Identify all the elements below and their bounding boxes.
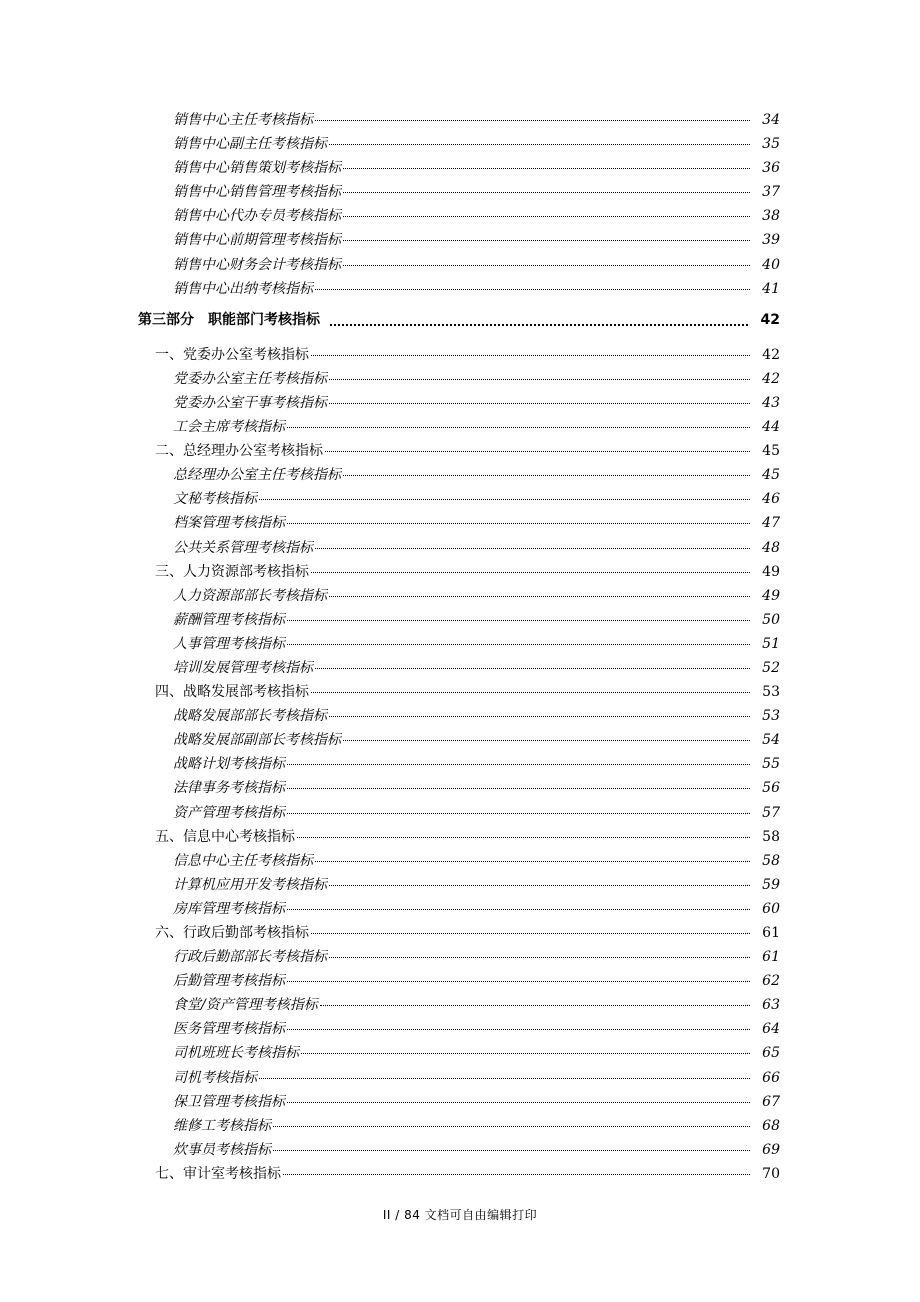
toc-entry-title: 销售中心主任考核指标: [173, 112, 313, 128]
toc-page-number: 65: [762, 1045, 780, 1062]
toc-entry-title: 战略计划考核指标: [173, 756, 285, 773]
toc-page-number: 68: [762, 1117, 780, 1134]
toc-subsection-entry[interactable]: [0, 1070, 780, 1094]
toc-entry-title: 人力资源部部长考核指标: [173, 587, 327, 604]
toc-entry-title: 文秘考核指标: [173, 491, 257, 508]
toc-page-number: 55: [762, 756, 780, 773]
toc-entry-title: 销售中心销售管理考核指标: [173, 184, 341, 201]
toc-dot-leader: [287, 813, 750, 814]
toc-page-number: 58: [762, 828, 780, 845]
toc-page-number: 62: [762, 973, 780, 990]
toc-page-number: 69: [762, 1141, 780, 1158]
toc-page-number: 41: [762, 280, 780, 297]
toc-page-number: 40: [762, 256, 780, 273]
toc-entry-title: 房库管理考核指标: [173, 900, 285, 917]
toc-entry-title: 总经理办公室主任考核指标: [173, 467, 341, 484]
toc-subsection-entry[interactable]: [0, 1045, 780, 1069]
toc-section-entry[interactable]: [0, 829, 780, 853]
toc-page-number: 53: [762, 708, 780, 725]
toc-page-number: 42: [760, 312, 780, 329]
toc-page-number: 46: [762, 491, 780, 508]
toc-dot-leader: [287, 909, 750, 910]
toc-subsection-entry[interactable]: [0, 756, 780, 780]
toc-subsection-entry[interactable]: [0, 708, 780, 732]
toc-dot-leader: [343, 740, 750, 741]
toc-page-number: 63: [762, 997, 780, 1014]
toc-entry-title: 司机考核指标: [173, 1069, 257, 1086]
toc-subsection-entry[interactable]: [0, 419, 780, 443]
toc-dot-leader: [273, 1150, 750, 1151]
toc-subsection-entry[interactable]: [0, 901, 780, 925]
toc-page-number: 58: [762, 852, 780, 869]
toc-entry-title: 司机班班长考核指标: [173, 1045, 299, 1062]
toc-entry-title: 销售中心出纳考核指标: [173, 280, 313, 297]
toc-page-number: 43: [762, 394, 780, 411]
toc-entry-title: 一、党委办公室考核指标: [155, 346, 309, 363]
toc-page-number: 49: [762, 587, 780, 604]
toc-dot-leader: [283, 1174, 750, 1175]
toc-entry-title: 维修工考核指标: [173, 1117, 271, 1134]
toc-page-number: 70: [762, 1165, 780, 1182]
toc-dot-leader: [287, 1029, 750, 1030]
page-footer: II / 84 文档可自由编辑打印: [382, 1208, 538, 1222]
toc-page-number: 45: [762, 467, 780, 484]
toc-subsection-entry[interactable]: [0, 281, 780, 305]
toc-page-number: 53: [762, 684, 780, 701]
toc-entry-title: 销售中心前期管理考核指标: [173, 232, 341, 249]
toc-dot-leader: [259, 499, 750, 500]
toc-subsection-entry[interactable]: [0, 997, 780, 1021]
toc-subsection-entry[interactable]: [0, 467, 780, 491]
toc-entry-title: 五、信息中心考核指标: [155, 828, 295, 845]
toc-part-heading[interactable]: [0, 305, 780, 337]
toc-page-number: 57: [762, 804, 780, 821]
toc-dot-leader: [343, 475, 750, 476]
toc-page-number: 56: [762, 780, 780, 797]
toc-dot-leader: [343, 265, 750, 266]
toc-subsection-entry[interactable]: [0, 612, 780, 636]
toc-subsection-entry[interactable]: [0, 1118, 780, 1142]
toc-dot-leader: [311, 572, 750, 573]
toc-dot-leader: [287, 620, 750, 621]
toc-entry-title: 三、人力资源部考核指标: [155, 563, 309, 580]
toc-subsection-entry[interactable]: [0, 780, 780, 804]
toc-list: [0, 112, 780, 1190]
toc-subsection-entry[interactable]: [0, 540, 780, 564]
toc-page-number: 36: [762, 160, 780, 177]
toc-dot-leader: [287, 1102, 750, 1103]
toc-dot-leader: [329, 716, 750, 717]
toc-subsection-entry[interactable]: [0, 949, 780, 973]
toc-page-number: 51: [762, 635, 780, 652]
toc-dot-leader: [287, 788, 750, 789]
toc-page-number: 67: [762, 1093, 780, 1110]
toc-entry-title: 计算机应用开发考核指标: [173, 876, 327, 893]
toc-page-number: 52: [762, 659, 780, 676]
toc-page-number: 44: [762, 419, 780, 436]
toc-dot-leader: [273, 1126, 750, 1127]
toc-page-number: 59: [762, 876, 780, 893]
toc-entry-title: 培训发展管理考核指标: [173, 659, 313, 676]
toc-entry-title: 销售中心副主任考核指标: [173, 136, 327, 153]
toc-entry-title: 资产管理考核指标: [173, 804, 285, 821]
toc-dot-leader: [343, 192, 750, 193]
toc-section-entry[interactable]: [0, 925, 780, 949]
toc-dot-leader: [320, 1005, 750, 1006]
toc-dot-leader: [329, 957, 750, 958]
toc-dot-leader: [315, 668, 750, 669]
toc-page-number: 66: [762, 1069, 780, 1086]
toc-page-number: 34: [762, 112, 780, 128]
toc-dot-leader: [287, 427, 750, 428]
toc-subsection-entry[interactable]: [0, 660, 780, 684]
toc-dot-leader: [343, 240, 750, 241]
toc-subsection-entry[interactable]: [0, 1021, 780, 1045]
toc-subsection-entry[interactable]: [0, 160, 780, 184]
toc-dot-leader: [311, 692, 750, 693]
toc-dot-leader: [287, 523, 750, 524]
toc-entry-title: 食堂/资产管理考核指标: [173, 997, 318, 1014]
toc-section-entry[interactable]: [0, 443, 780, 467]
toc-entry-title: 行政后勤部部长考核指标: [173, 949, 327, 966]
toc-page-number: 61: [762, 949, 780, 966]
toc-dot-leader: [329, 403, 750, 404]
toc-page-number: 42: [762, 370, 780, 387]
toc-dot-leader: [325, 451, 750, 452]
toc-entry-title: 四、战略发展部考核指标: [155, 684, 309, 701]
toc-entry-title: 销售中心销售策划考核指标: [173, 160, 341, 177]
toc-entry-title: 销售中心代办专员考核指标: [173, 208, 341, 225]
toc-subsection-entry[interactable]: [0, 1094, 780, 1118]
toc-entry-title: 保卫管理考核指标: [173, 1093, 285, 1110]
toc-entry-title: 医务管理考核指标: [173, 1021, 285, 1038]
toc-subsection-entry[interactable]: [0, 636, 780, 660]
toc-subsection-entry[interactable]: [0, 136, 780, 160]
toc-entry-title: 炊事员考核指标: [173, 1141, 271, 1158]
toc-entry-title: 后勤管理考核指标: [173, 973, 285, 990]
toc-section-entry[interactable]: [0, 347, 780, 371]
toc-dot-leader: [259, 1078, 750, 1079]
toc-subsection-entry[interactable]: [0, 973, 780, 997]
toc-page-number: 35: [762, 136, 780, 153]
toc-entry-title: 二、总经理办公室考核指标: [155, 443, 323, 460]
toc-dot-leader: [297, 837, 750, 838]
toc-dot-leader: [329, 596, 750, 597]
toc-subsection-entry[interactable]: [0, 257, 780, 281]
toc-page-number: 47: [762, 515, 780, 532]
toc-dot-leader: [329, 144, 750, 145]
toc-subsection-entry[interactable]: [0, 395, 780, 419]
toc-spacer: [0, 337, 780, 347]
toc-entry-title: 工会主席考核指标: [173, 419, 285, 436]
toc-dot-leader: [329, 885, 750, 886]
toc-dot-leader: [287, 764, 750, 765]
toc-entry-title: 党委办公室干事考核指标: [173, 394, 327, 411]
toc-dot-leader: [315, 861, 750, 862]
toc-entry-title: 销售中心财务会计考核指标: [173, 256, 341, 273]
toc-subsection-entry[interactable]: [0, 805, 780, 829]
toc-entry-title: 六、行政后勤部考核指标: [155, 925, 309, 941]
toc-entry-title: 档案管理考核指标: [173, 515, 285, 532]
toc-dot-leader: [287, 644, 750, 645]
toc-subsection-entry[interactable]: [0, 208, 780, 232]
toc-page-number: 37: [762, 184, 780, 201]
toc-page-number: 49: [762, 563, 780, 580]
toc-entry-title: 党委办公室主任考核指标: [173, 370, 327, 387]
toc-page-number: 42: [762, 346, 780, 363]
toc-entry-title: 公共关系管理考核指标: [173, 539, 313, 556]
toc-dot-leader: [301, 1053, 750, 1054]
toc-page-number: 50: [762, 611, 780, 628]
toc-subsection-entry[interactable]: [0, 1142, 780, 1166]
toc-subsection-entry[interactable]: [0, 184, 780, 208]
toc-dot-leader: [315, 120, 750, 121]
toc-section-entry[interactable]: [0, 1166, 780, 1190]
toc-subsection-entry[interactable]: [0, 371, 780, 395]
toc-entry-title: 战略发展部副部长考核指标: [173, 732, 341, 749]
toc-subsection-entry[interactable]: [0, 853, 780, 877]
toc-dot-leader: [330, 324, 748, 326]
toc-dot-leader: [311, 933, 750, 934]
toc-subsection-entry[interactable]: [0, 588, 780, 612]
toc-subsection-entry[interactable]: [0, 877, 780, 901]
toc-entry-title: 法律事务考核指标: [173, 780, 285, 797]
toc-page-number: 38: [762, 208, 780, 225]
toc-page-number: 60: [762, 900, 780, 917]
toc-subsection-entry[interactable]: [0, 232, 780, 256]
toc-page-number: 48: [762, 539, 780, 556]
toc-dot-leader: [343, 168, 750, 169]
toc-entry-title: 七、审计室考核指标: [155, 1165, 281, 1182]
toc-page-number: 45: [762, 443, 780, 460]
toc-subsection-entry[interactable]: [0, 515, 780, 539]
toc-entry-title: 人事管理考核指标: [173, 635, 285, 652]
toc-entry-title: 第三部分 职能部门考核指标: [138, 312, 320, 329]
toc-dot-leader: [343, 216, 750, 217]
toc-page-number: 54: [762, 732, 780, 749]
toc-subsection-entry[interactable]: [0, 491, 780, 515]
toc-dot-leader: [311, 355, 750, 356]
toc-entry-title: 信息中心主任考核指标: [173, 852, 313, 869]
toc-dot-leader: [287, 981, 750, 982]
toc-subsection-entry[interactable]: [0, 112, 780, 136]
toc-dot-leader: [329, 379, 750, 380]
toc-subsection-entry[interactable]: [0, 732, 780, 756]
toc-page-number: 64: [762, 1021, 780, 1038]
toc-dot-leader: [315, 548, 750, 549]
toc-section-entry[interactable]: [0, 564, 780, 588]
toc-page-number: 39: [762, 232, 780, 249]
toc-page-number: 61: [762, 925, 780, 941]
toc-entry-title: 战略发展部部长考核指标: [173, 708, 327, 725]
toc-section-entry[interactable]: [0, 684, 780, 708]
toc-dot-leader: [315, 289, 750, 290]
toc-entry-title: 薪酬管理考核指标: [173, 611, 285, 628]
